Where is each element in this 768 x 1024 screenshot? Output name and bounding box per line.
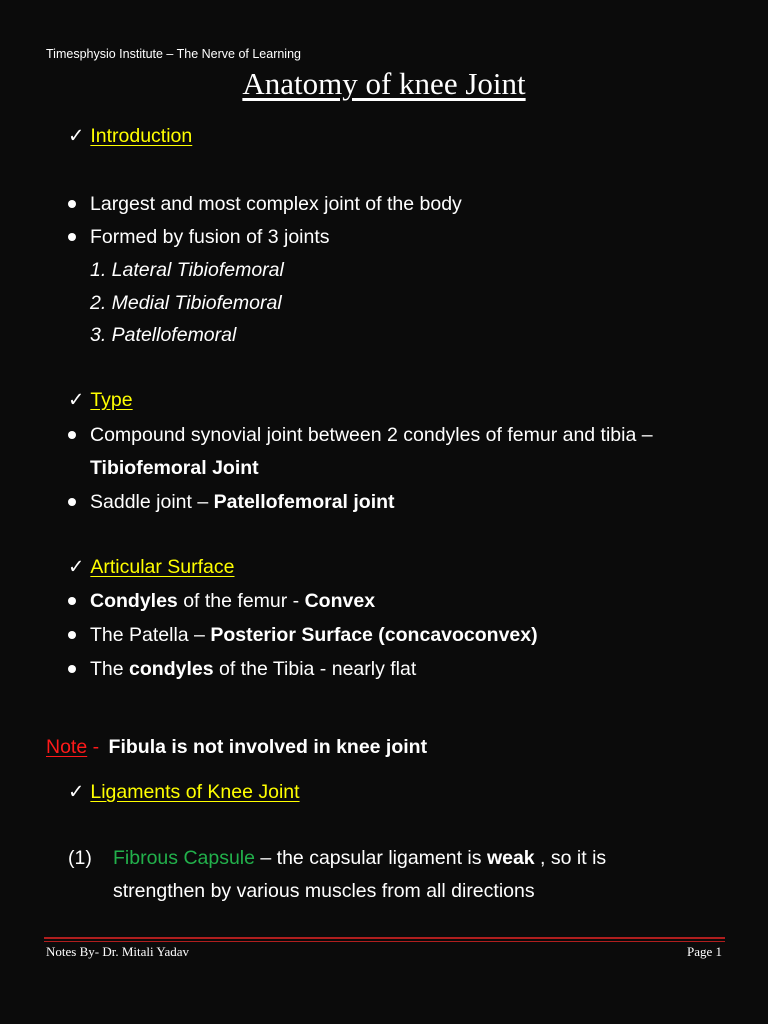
saddle-joint-text: Saddle joint – <box>90 491 214 513</box>
bullet-icon <box>68 233 76 241</box>
footer-page-number: Page 1 <box>686 944 722 959</box>
introduction-heading-row <box>68 124 192 148</box>
intro-sub-item-2: 2. Medial Tibiofemoral <box>90 292 282 314</box>
articular-bullet-2 <box>90 623 538 647</box>
type-bullet-1: Compound synovial joint between 2 condyles of femur and tibia – <box>90 424 653 446</box>
intro-bullet-2: Formed by fusion of 3 joints <box>90 226 330 248</box>
articular-bullet-3 <box>90 657 416 681</box>
checkmark-icon: ✓ <box>68 389 85 411</box>
note-row <box>46 735 427 759</box>
ligament-item-line-1 <box>113 846 606 870</box>
tibia-text-1: The <box>90 658 130 680</box>
ligaments-heading-row <box>68 780 300 804</box>
page-title: Anatomy of knee Joint <box>242 66 526 101</box>
type-heading: Type <box>90 389 133 411</box>
bullet-icon <box>68 597 76 605</box>
checkmark-icon: ✓ <box>68 125 85 147</box>
type-heading-row <box>68 388 133 412</box>
bullet-icon <box>68 498 76 506</box>
capsular-text: – the capsular ligament is <box>254 847 487 869</box>
checkmark-icon: ✓ <box>68 556 85 578</box>
patella-text: The Patella – <box>90 624 211 646</box>
bullet-icon <box>68 665 76 673</box>
articular-heading: Articular Surface <box>90 556 235 578</box>
bullet-icon <box>68 200 76 208</box>
type-bullet-2 <box>90 490 395 514</box>
femur-text: of the femur - <box>177 590 305 612</box>
fibrous-capsule-label: Fibrous Capsule <box>113 847 255 869</box>
footer-divider <box>44 937 725 939</box>
intro-bullet-1: Largest and most complex joint of the body <box>90 193 462 215</box>
convex-bold: Convex <box>304 590 376 612</box>
ligament-item-line-2: strengthen by various muscles from all directions <box>113 880 535 902</box>
posterior-surface-bold: Posterior Surface (concavoconvex) <box>210 624 538 646</box>
intro-sub-item-3: 3. Patellofemoral <box>90 324 237 346</box>
note-text: Fibula is not involved in knee joint <box>108 736 428 758</box>
condyles-bold: Condyles <box>90 590 178 612</box>
so-it-is-text: , so it is <box>534 847 607 869</box>
ligaments-heading: Ligaments of Knee Joint <box>90 781 300 803</box>
tibia-text-2: of the Tibia - nearly flat <box>213 658 417 680</box>
patellofemoral-joint-bold: Patellofemoral joint <box>213 491 395 513</box>
bullet-icon <box>68 431 76 439</box>
articular-bullet-1 <box>90 589 375 613</box>
articular-heading-row <box>68 555 234 579</box>
ligament-item-number: (1) <box>68 847 92 869</box>
footer-author: Notes By- Dr. Mitali Yadav <box>46 944 189 959</box>
tibiofemoral-joint-bold: Tibiofemoral Joint <box>90 457 259 479</box>
bullet-icon <box>68 631 76 639</box>
checkmark-icon: ✓ <box>68 781 85 803</box>
weak-bold: weak <box>486 847 535 869</box>
note-label: Note <box>46 736 88 758</box>
note-dash: - <box>87 736 105 758</box>
header-institute: Timesphysio Institute – The Nerve of Learning <box>46 47 301 61</box>
introduction-heading: Introduction <box>90 125 193 147</box>
footer-divider-thin <box>44 941 725 942</box>
intro-sub-item-1: 1. Lateral Tibiofemoral <box>90 259 284 281</box>
tibia-condyles-bold: condyles <box>129 658 214 680</box>
type-bullet-1-bold <box>90 456 259 480</box>
